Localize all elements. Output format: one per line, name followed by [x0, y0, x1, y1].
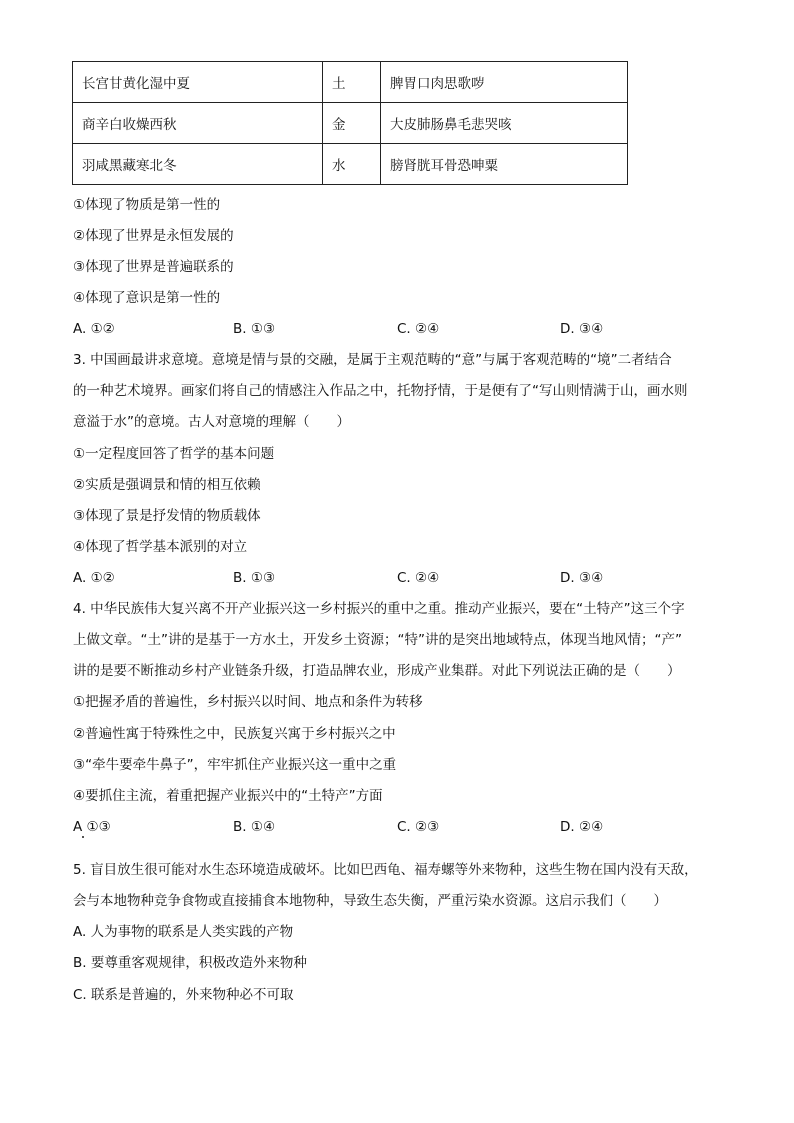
q4-option-d: D. ②④	[560, 819, 604, 835]
q2-option-c: C. ②④	[397, 321, 440, 337]
q2-item-1: ①体现了物质是第一性的	[73, 197, 221, 213]
q3-option-d: D. ③④	[560, 570, 604, 586]
table-cell: 长宫甘黄化湿中夏	[73, 62, 323, 103]
q3-stem-line-1: 3. 中国画最讲求意境。意境是情与景的交融，是属于主观范畴的“意”与属于客观范畴的“境”二者结合	[73, 352, 672, 368]
q4-item-4: ④要抓住主流，着重把握产业振兴中的“土特产”方面	[73, 788, 383, 804]
q4-item-1: ①把握矛盾的普遍性，乡村振兴以时间、地点和条件为转移	[73, 694, 423, 710]
q2-option-a: A. ①②	[73, 321, 115, 337]
q2-item-4: ④体现了意识是第一性的	[73, 290, 221, 306]
table-cell: 金	[323, 103, 381, 144]
q3-stem-line-2: 的一种艺术境界。画家们将自己的情感注入作品之中，托物抒情，于是便有了“写山则情满于山，画水则	[73, 383, 688, 399]
q4-stem-line-2: 上做文章。“土”讲的是基于一方水土，开发乡土资源；“特”讲的是突出地域特点，体现当地风情；“产”	[73, 632, 682, 648]
q4-stem-line-3: 讲的是要不断推动乡村产业链条升级，打造品牌农业，形成产业集群。对此下列说法正确的是（ ）	[73, 663, 681, 679]
q3-options	[73, 568, 633, 588]
five-elements-table	[72, 61, 628, 185]
q4-stem-line-1: 4. 中华民族伟大复兴离不开产业振兴这一乡村振兴的重中之重。推动产业振兴，要在“土特产”这三个字	[73, 601, 685, 617]
q5-choice-b: B. 要尊重客观规律，积极改造外来物种	[73, 955, 307, 971]
table-row	[73, 103, 628, 144]
table-cell: 膀肾胱耳骨恐呻粟	[381, 144, 628, 185]
q2-option-b: B. ①③	[233, 321, 276, 337]
q2-item-3: ③体现了世界是普遍联系的	[73, 259, 234, 275]
q2-item-2: ②体现了世界是永恒发展的	[73, 228, 234, 244]
q5-choice-a: A. 人为事物的联系是人类实践的产物	[73, 924, 294, 940]
q3-item-4: ④体现了哲学基本派别的对立	[73, 539, 248, 555]
q5-choice-c: C. 联系是普遍的，外来物种必不可取	[73, 987, 294, 1003]
q3-item-1: ①一定程度回答了哲学的基本问题	[73, 446, 275, 462]
q3-item-3: ③体现了景是抒发情的物质载体	[73, 508, 261, 524]
q2-options	[73, 319, 633, 339]
q4-item-2: ②普遍性寓于特殊性之中，民族复兴寓于乡村振兴之中	[73, 726, 396, 742]
q4-option-c: C. ②③	[397, 819, 440, 835]
q3-option-c: C. ②④	[397, 570, 440, 586]
stray-dot	[82, 836, 84, 838]
q3-option-b: B. ①③	[233, 570, 276, 586]
q4-option-b: B. ①④	[233, 819, 276, 835]
q4-options	[73, 817, 633, 837]
q5-stem-line-1: 5. 盲目放生很可能对水生态环境造成破坏。比如巴西龟、福寿螺等外来物种，这些生物在国内没有天敌，	[73, 862, 698, 878]
q2-option-d: D. ③④	[560, 321, 604, 337]
table-cell: 羽咸黑藏寒北冬	[73, 144, 323, 185]
q5-stem-line-2: 会与本地物种竞争食物或直接捕食本地物种，导致生态失衡，严重污染水资源。这启示我们（ ）	[73, 893, 667, 909]
table-cell: 水	[323, 144, 381, 185]
q3-option-a: A. ①②	[73, 570, 115, 586]
table-row	[73, 144, 628, 185]
q4-option-a: A ①③	[73, 819, 111, 835]
q4-item-3: ③“牵牛要牵牛鼻子”，牢牢抓住产业振兴这一重中之重	[73, 757, 397, 773]
q3-stem-line-3: 意溢于水”的意境。古人对意境的理解（ ）	[73, 414, 350, 430]
table-cell: 土	[323, 62, 381, 103]
q3-item-2: ②实质是强调景和情的相互依赖	[73, 477, 261, 493]
table-cell: 脾胃口肉思歌哕	[381, 62, 628, 103]
table-cell: 大皮肺肠鼻毛悲哭咳	[381, 103, 628, 144]
table-row	[73, 62, 628, 103]
table-cell: 商辛白收燥西秋	[73, 103, 323, 144]
